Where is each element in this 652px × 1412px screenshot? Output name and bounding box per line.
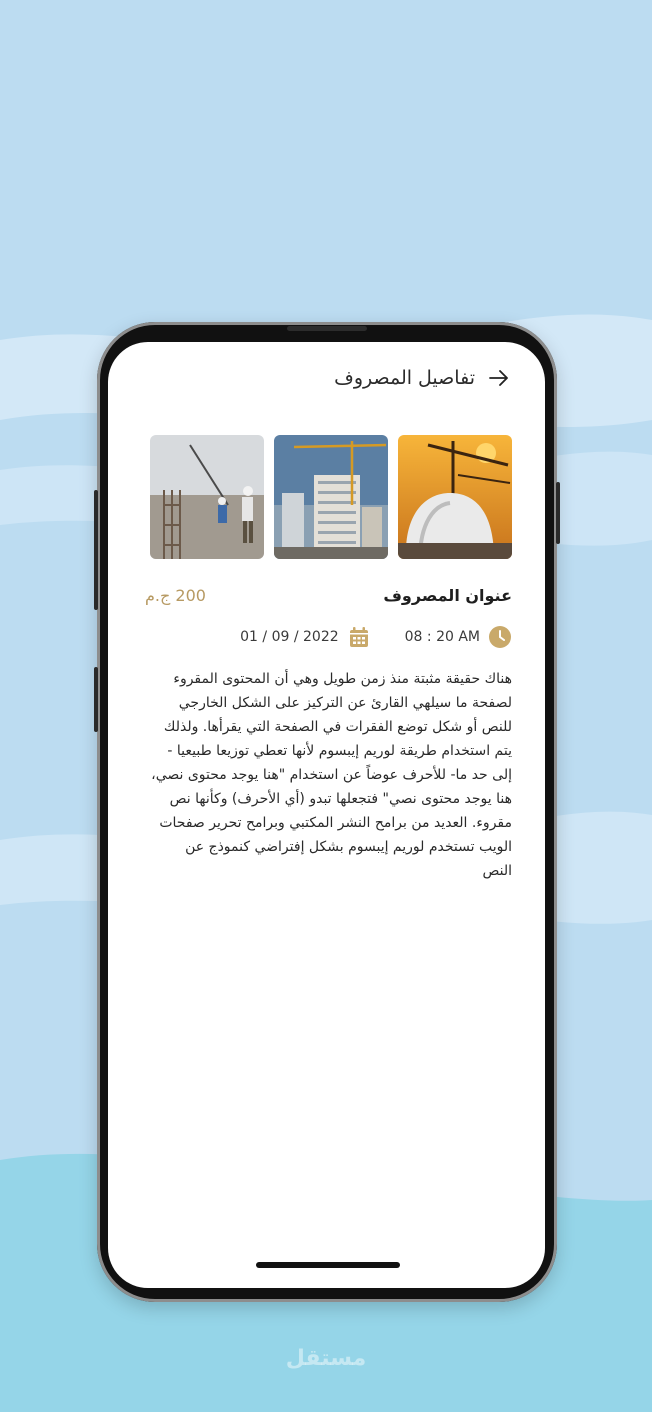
expense-name: عنوان المصروف: [383, 586, 512, 605]
calendar-icon: [347, 625, 371, 649]
expense-date: 01 / 09 / 2022: [240, 629, 339, 645]
building-crane-photo[interactable]: [274, 435, 388, 559]
expense-description: هناك حقيقة مثبتة منذ زمن طويل وهي أن المحتوى المقروء لصفحة ما سيلهي القارئ عن التركيز على الشكل الخارجي للنص أو شكل توضع الفقرات في الصفحة التي يقرأها. ولذلك يتم استخدام طريقة لوريم إيبسوم لأنها تعطي توزيعا طبيعيا - إلى حد ما- للأحرف عوضاً عن استخدام "هنا يوجد محتوى نصي، هنا يوجد محتوى نصي" فتجعلها تبدو (أي الأحرف) وكأنها نص مقروء. العديد من برامح النشر المكتبي وبرامح تحرير صفحات الويب تستخدم لوريم إيبسوم بشكل إفتراضي كنموذج عن النص: [151, 671, 512, 879]
screen: [108, 342, 545, 1288]
volume-down-button: [94, 667, 98, 732]
volume-up-button: [94, 490, 98, 610]
phone-frame: [97, 322, 557, 1302]
workers-site-photo[interactable]: [150, 435, 264, 559]
home-indicator: [256, 1262, 400, 1268]
construction-helmet-photo[interactable]: [398, 435, 512, 559]
expense-meta-row: [240, 625, 512, 649]
photo-gallery: [150, 435, 512, 559]
speaker-grille: [287, 326, 367, 331]
power-button: [556, 482, 560, 544]
clock-icon: [488, 625, 512, 649]
expense-amount: 200 ج.م: [145, 586, 206, 605]
watermark: مستقل: [285, 1346, 367, 1371]
page-title: تفاصيل المصروف: [334, 367, 475, 389]
app-header: [334, 366, 511, 390]
expense-title-row: [145, 586, 512, 605]
expense-time: 08 : 20 AM: [404, 629, 480, 645]
arrow-right-icon[interactable]: [487, 366, 511, 390]
